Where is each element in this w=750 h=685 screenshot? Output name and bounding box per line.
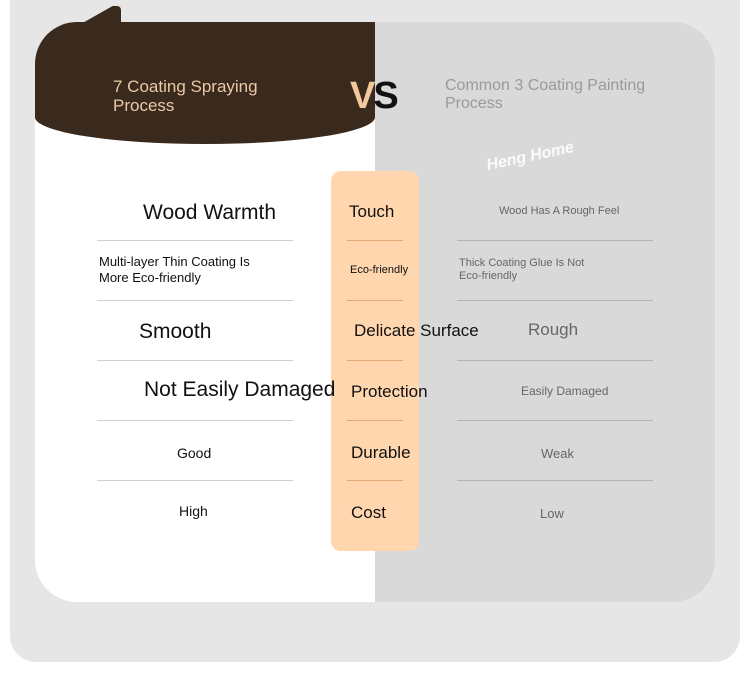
row-left-cell: Wood Warmth bbox=[143, 201, 277, 224]
divider-left bbox=[97, 480, 293, 481]
row-right-cell: Easily Damaged bbox=[521, 384, 609, 398]
row-left-cell-line1: Multi-layer Thin Coating Is bbox=[99, 254, 250, 269]
right-title bbox=[445, 77, 685, 113]
right-title-line2: Process bbox=[445, 95, 503, 112]
row-center-cell: Cost bbox=[351, 503, 386, 522]
row-left-cell: Smooth bbox=[139, 320, 212, 343]
left-title bbox=[113, 77, 343, 115]
row-center-cell: Touch bbox=[349, 202, 395, 221]
vs-letter-v: V bbox=[350, 75, 374, 117]
watermark: Heng Home bbox=[485, 138, 576, 175]
row-left-cell bbox=[99, 254, 250, 286]
divider-right bbox=[457, 240, 653, 241]
row-left-cell: Not Easily Damaged bbox=[144, 378, 336, 401]
row-center-cell: Protection bbox=[351, 382, 428, 401]
row-right-cell: Low bbox=[540, 506, 564, 521]
row-right-cell: Wood Has A Rough Feel bbox=[499, 205, 620, 217]
row-center-cell: Delicate Surface bbox=[354, 321, 479, 340]
divider-right bbox=[457, 300, 653, 301]
row-left-cell: Good bbox=[177, 445, 212, 461]
divider-center bbox=[347, 480, 403, 481]
row-right-cell bbox=[459, 257, 584, 283]
divider-center bbox=[347, 420, 403, 421]
divider-center bbox=[347, 360, 403, 361]
row-left-cell-line2: More Eco-friendly bbox=[99, 270, 201, 285]
divider-right bbox=[457, 360, 653, 361]
right-title-line1: Common 3 Coating Painting bbox=[445, 77, 646, 94]
vs-letter-s: S bbox=[373, 75, 397, 117]
left-title-line1: 7 Coating Spraying bbox=[113, 77, 258, 96]
left-title-line2: Process bbox=[113, 96, 175, 115]
divider-right bbox=[457, 480, 653, 481]
row-right-cell-line1: Thick Coating Glue Is Not bbox=[459, 257, 585, 269]
divider-left bbox=[97, 420, 293, 421]
divider-center bbox=[347, 240, 403, 241]
row-right-cell-line2: Eco-friendly bbox=[459, 270, 518, 282]
center-highlight-column bbox=[331, 171, 419, 551]
divider-left bbox=[97, 360, 293, 361]
divider-right bbox=[457, 420, 653, 421]
divider-left bbox=[97, 240, 293, 241]
row-center-cell: Durable bbox=[351, 443, 411, 462]
divider-center bbox=[347, 300, 403, 301]
vs-label bbox=[350, 74, 397, 118]
divider-left bbox=[97, 300, 293, 301]
row-right-cell: Weak bbox=[541, 446, 574, 461]
row-left-cell: High bbox=[179, 503, 208, 519]
row-right-cell: Rough bbox=[528, 320, 579, 339]
row-center-cell: Eco-friendly bbox=[350, 264, 409, 276]
